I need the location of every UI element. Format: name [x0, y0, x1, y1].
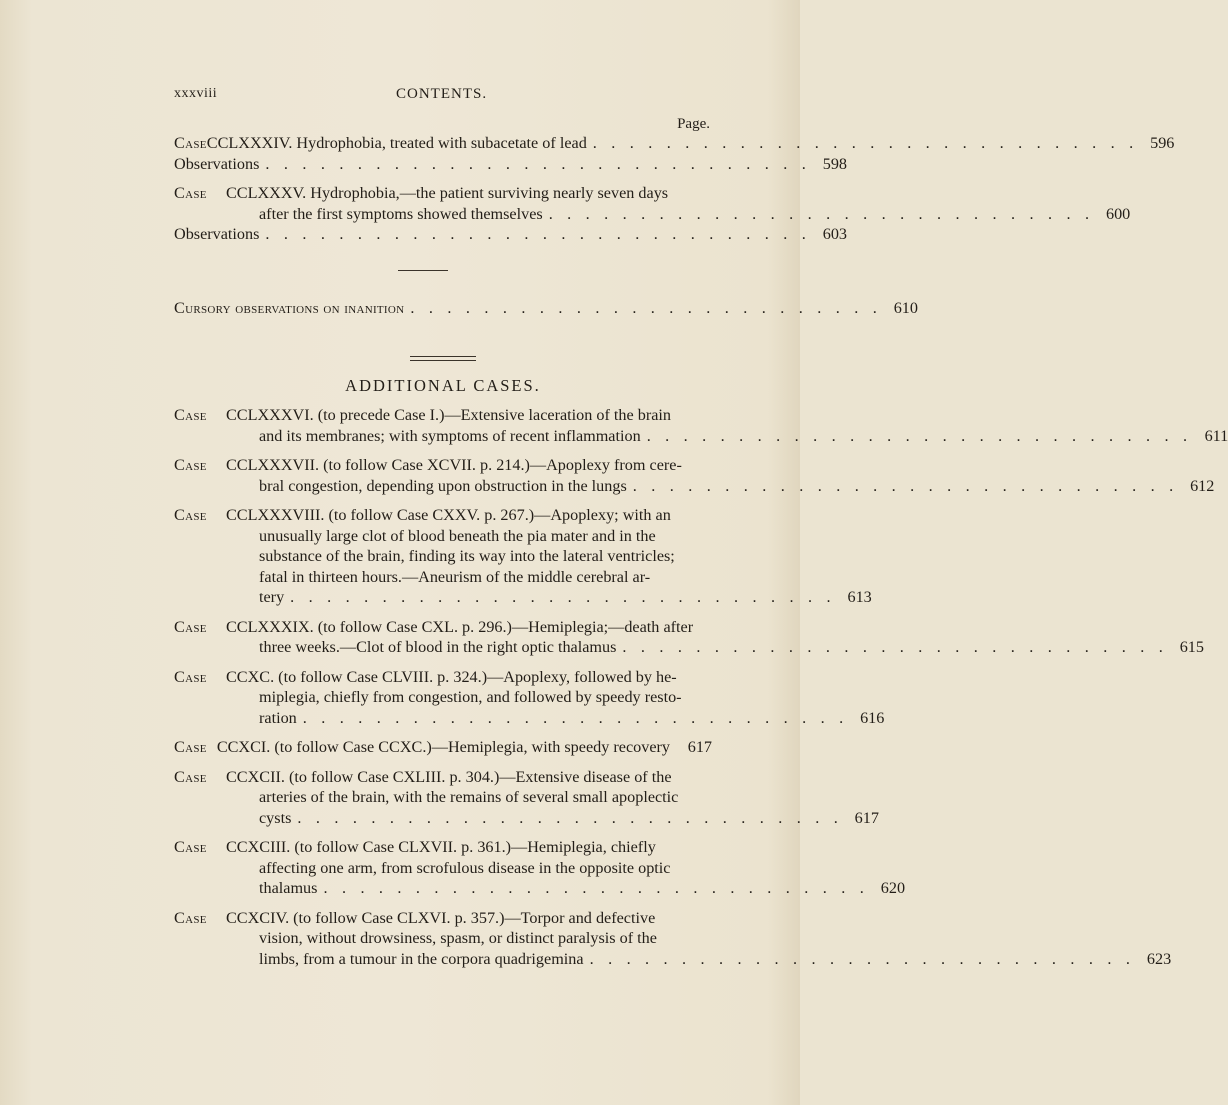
page-column-label: Page.: [677, 116, 710, 132]
entry-page-number: 616: [860, 708, 885, 727]
entry-text: Observations: [174, 225, 260, 243]
entry-text: CCLXXXV. Hydrophobia,—the patient surviving nearly seven days: [226, 184, 669, 202]
entry-line: [174, 133, 1175, 154]
entry-line: [174, 708, 885, 729]
case-list-main: [174, 133, 1175, 245]
case-label: Case: [174, 617, 207, 636]
entry-page-number: 611: [1204, 426, 1228, 445]
entry-line: [174, 224, 847, 245]
entry-text: substance of the brain, finding its way into the lateral ventricles;: [259, 547, 675, 565]
case-entry: [174, 737, 712, 758]
entry-line: [174, 687, 712, 708]
entry-text: and its membranes; with symptoms of recent inflammation: [259, 426, 641, 445]
entry-page-number: 596: [1150, 134, 1175, 152]
case-label: Case: [174, 667, 207, 686]
entry-line: [174, 505, 712, 526]
entry-page-number: 600: [1105, 204, 1131, 223]
entry-text: bral congestion, depending upon obstruction in the lungs: [259, 476, 627, 495]
dot-leader: . . . . . . . . . . . . . . . . . . . . . . . . . . . . . .: [297, 808, 843, 827]
case-label: Case: [174, 406, 207, 424]
page-header: [174, 86, 710, 108]
entry-line: [174, 767, 712, 788]
dot-leader: . . . . . . . . . . . . . . . . . . . . . . . . . . . . . .: [302, 708, 849, 727]
entry-line: [174, 878, 906, 899]
entry-text: after the first symptoms showed themselves: [259, 204, 543, 223]
entry-page-number: 623: [1146, 949, 1172, 968]
entry-line: [174, 928, 712, 949]
entry-line: [174, 183, 712, 204]
entry-line: [174, 426, 1228, 447]
entry-text: fatal in thirteen hours.—Aneurism of the middle cerebral ar-: [259, 567, 651, 586]
entry-text: cysts: [259, 808, 292, 827]
entry-line: [174, 526, 712, 547]
dot-leader: . . . . . . . . . . . . . . . . . . . . . . . . . . . . . .: [323, 879, 870, 897]
entry-text: thalamus: [259, 879, 318, 897]
dot-leader: . . . . . . . . . . . . . . . . . . . . . . . . . . . . . .: [589, 949, 1136, 968]
entry-page-number: 615: [1179, 638, 1204, 656]
entry-line: [174, 546, 712, 567]
case-entry: [174, 837, 906, 899]
entry-text: unusually large clot of blood beneath the pia mater and in the: [259, 526, 656, 545]
entry-line: [174, 637, 1204, 658]
entry-page-number: 612: [1190, 476, 1215, 495]
case-label: Case: [174, 134, 207, 152]
entry-page-number: 610: [893, 298, 918, 317]
dot-leader: . . . . . . . . . . . . . . . . . . . . . . . . . . . . . .: [290, 588, 836, 606]
entry-line: [174, 837, 712, 858]
dot-leader: . . . . . . . . . . . . . . . . . . . . . . . . . . . . . .: [265, 225, 811, 243]
page-number: xxxviii: [174, 86, 218, 101]
entry-page-number: 617: [854, 808, 879, 827]
entry-line: [174, 567, 712, 588]
entry-text: CCXC. (to follow Case CLVIII. p. 324.)—Apoplexy, followed by he-: [226, 667, 677, 686]
entry-text: vision, without drowsiness, spasm, or distinct paralysis of the: [259, 929, 657, 947]
case-entry: [174, 908, 1172, 970]
case-label: Case: [174, 184, 207, 202]
entry-text: CCXCI. (to follow Case CCXC.)—Hemiplegia, with speedy recovery: [216, 738, 670, 756]
entry-text: CCXCIII. (to follow Case CLXVII. p. 361.)—Hemiplegia, chiefly: [226, 838, 656, 856]
entry-text: CCLXXXVI. (to precede Case I.)—Extensive laceration of the brain: [226, 406, 671, 424]
case-entry: [174, 455, 1215, 496]
entry-line: [174, 617, 712, 638]
entry-text: Observations: [174, 154, 260, 173]
entry-text: CCLXXXVII. (to follow Case XCVII. p. 214.)—Apoplexy from cere-: [226, 456, 682, 474]
entry-line: [174, 908, 712, 929]
contents-list: [174, 133, 1228, 969]
entry-text: CCLXXXIX. (to follow Case CXL. p. 296.)—Hemiplegia;—death after: [226, 617, 694, 636]
entry-page-number: 617: [687, 738, 712, 756]
entry-line: [174, 737, 712, 758]
cursory-entry: [174, 298, 918, 319]
entry-line: [174, 455, 712, 476]
dot-leader: . . . . . . . . . . . . . . . . . . . . . . . . . . . . . .: [622, 638, 1168, 656]
entry-text: limbs, from a tumour in the corpora quadrigemina: [259, 949, 584, 968]
entry-line: [174, 667, 712, 688]
entry-text: affecting one arm, from scrofulous disease in the opposite optic: [259, 858, 671, 877]
cursory-title: Cursory observations on inanition: [174, 298, 405, 317]
case-label: Case: [174, 838, 207, 856]
case-entry: [174, 154, 847, 175]
dot-leader: . . . . . . . . . . . . . . . . . . . . . . . . . . . . . .: [265, 154, 811, 173]
entry-page-number: 598: [822, 154, 847, 173]
double-rule-divider: [410, 356, 476, 361]
dot-leader: . . . . . . . . . . . . . . . . . . . . . . . . . . . . . .: [632, 476, 1179, 495]
entry-line: [174, 154, 847, 175]
case-label: Case: [174, 456, 207, 474]
entry-text: arteries of the brain, with the remains of several small apoplectic: [259, 788, 679, 806]
case-label: Case: [174, 908, 207, 927]
case-entry: [174, 667, 885, 729]
entry-line: [174, 949, 1172, 970]
entry-text: CCXCIV. (to follow Case CLXVI. p. 357.)—Torpor and defective: [226, 908, 656, 927]
section-divider: [398, 270, 448, 271]
case-entry: [174, 505, 872, 608]
entry-line: [174, 405, 712, 426]
case-entry: [174, 224, 847, 245]
dot-leader: . . . . . . . . . . . . . . . . . . . . . . . . . . . . . .: [592, 134, 1139, 152]
entry-line: [174, 808, 879, 829]
running-head: CONTENTS.: [396, 86, 488, 102]
entry-text: tery: [259, 588, 285, 606]
entry-line: [174, 587, 872, 608]
dot-leader: . . . . . . . . . . . . . . . . . . . . . . . . . .: [410, 298, 882, 317]
case-label: Case: [174, 767, 207, 786]
entry-text: three weeks.—Clot of blood in the right optic thalamus: [259, 638, 617, 656]
entry-page-number: 613: [847, 588, 872, 606]
case-entry: [174, 767, 879, 829]
entry-page-number: 603: [822, 225, 847, 243]
case-entry: [174, 133, 1175, 154]
case-list-additional: [174, 405, 1228, 969]
entry-line: [174, 787, 712, 808]
case-label: Case: [174, 738, 207, 756]
entry-text: CCLXXXVIII. (to follow Case CXXV. p. 267.)—Apoplexy; with an: [226, 506, 671, 524]
entry-line: [174, 858, 712, 879]
entry-text: CCLXXXIV. Hydrophobia, treated with subacetate of lead: [206, 134, 587, 152]
entry-line: [174, 204, 1131, 225]
entry-text: ration: [259, 708, 297, 727]
entry-page-number: 620: [880, 879, 906, 897]
case-label: Case: [174, 506, 207, 524]
case-entry: [174, 183, 1131, 224]
dot-leader: . . . . . . . . . . . . . . . . . . . . . . . . . . . . . .: [548, 204, 1095, 223]
additional-cases-heading: ADDITIONAL CASES.: [345, 376, 541, 395]
entry-text: CCXCII. (to follow Case CXLIII. p. 304.)—Extensive disease of the: [226, 767, 672, 786]
entry-line: [174, 476, 1215, 497]
entry-text: miplegia, chiefly from congestion, and followed by speedy resto-: [259, 688, 682, 706]
case-entry: [174, 405, 1228, 446]
dot-leader: . . . . . . . . . . . . . . . . . . . . . . . . . . . . . .: [646, 426, 1193, 445]
case-entry: [174, 617, 1204, 658]
